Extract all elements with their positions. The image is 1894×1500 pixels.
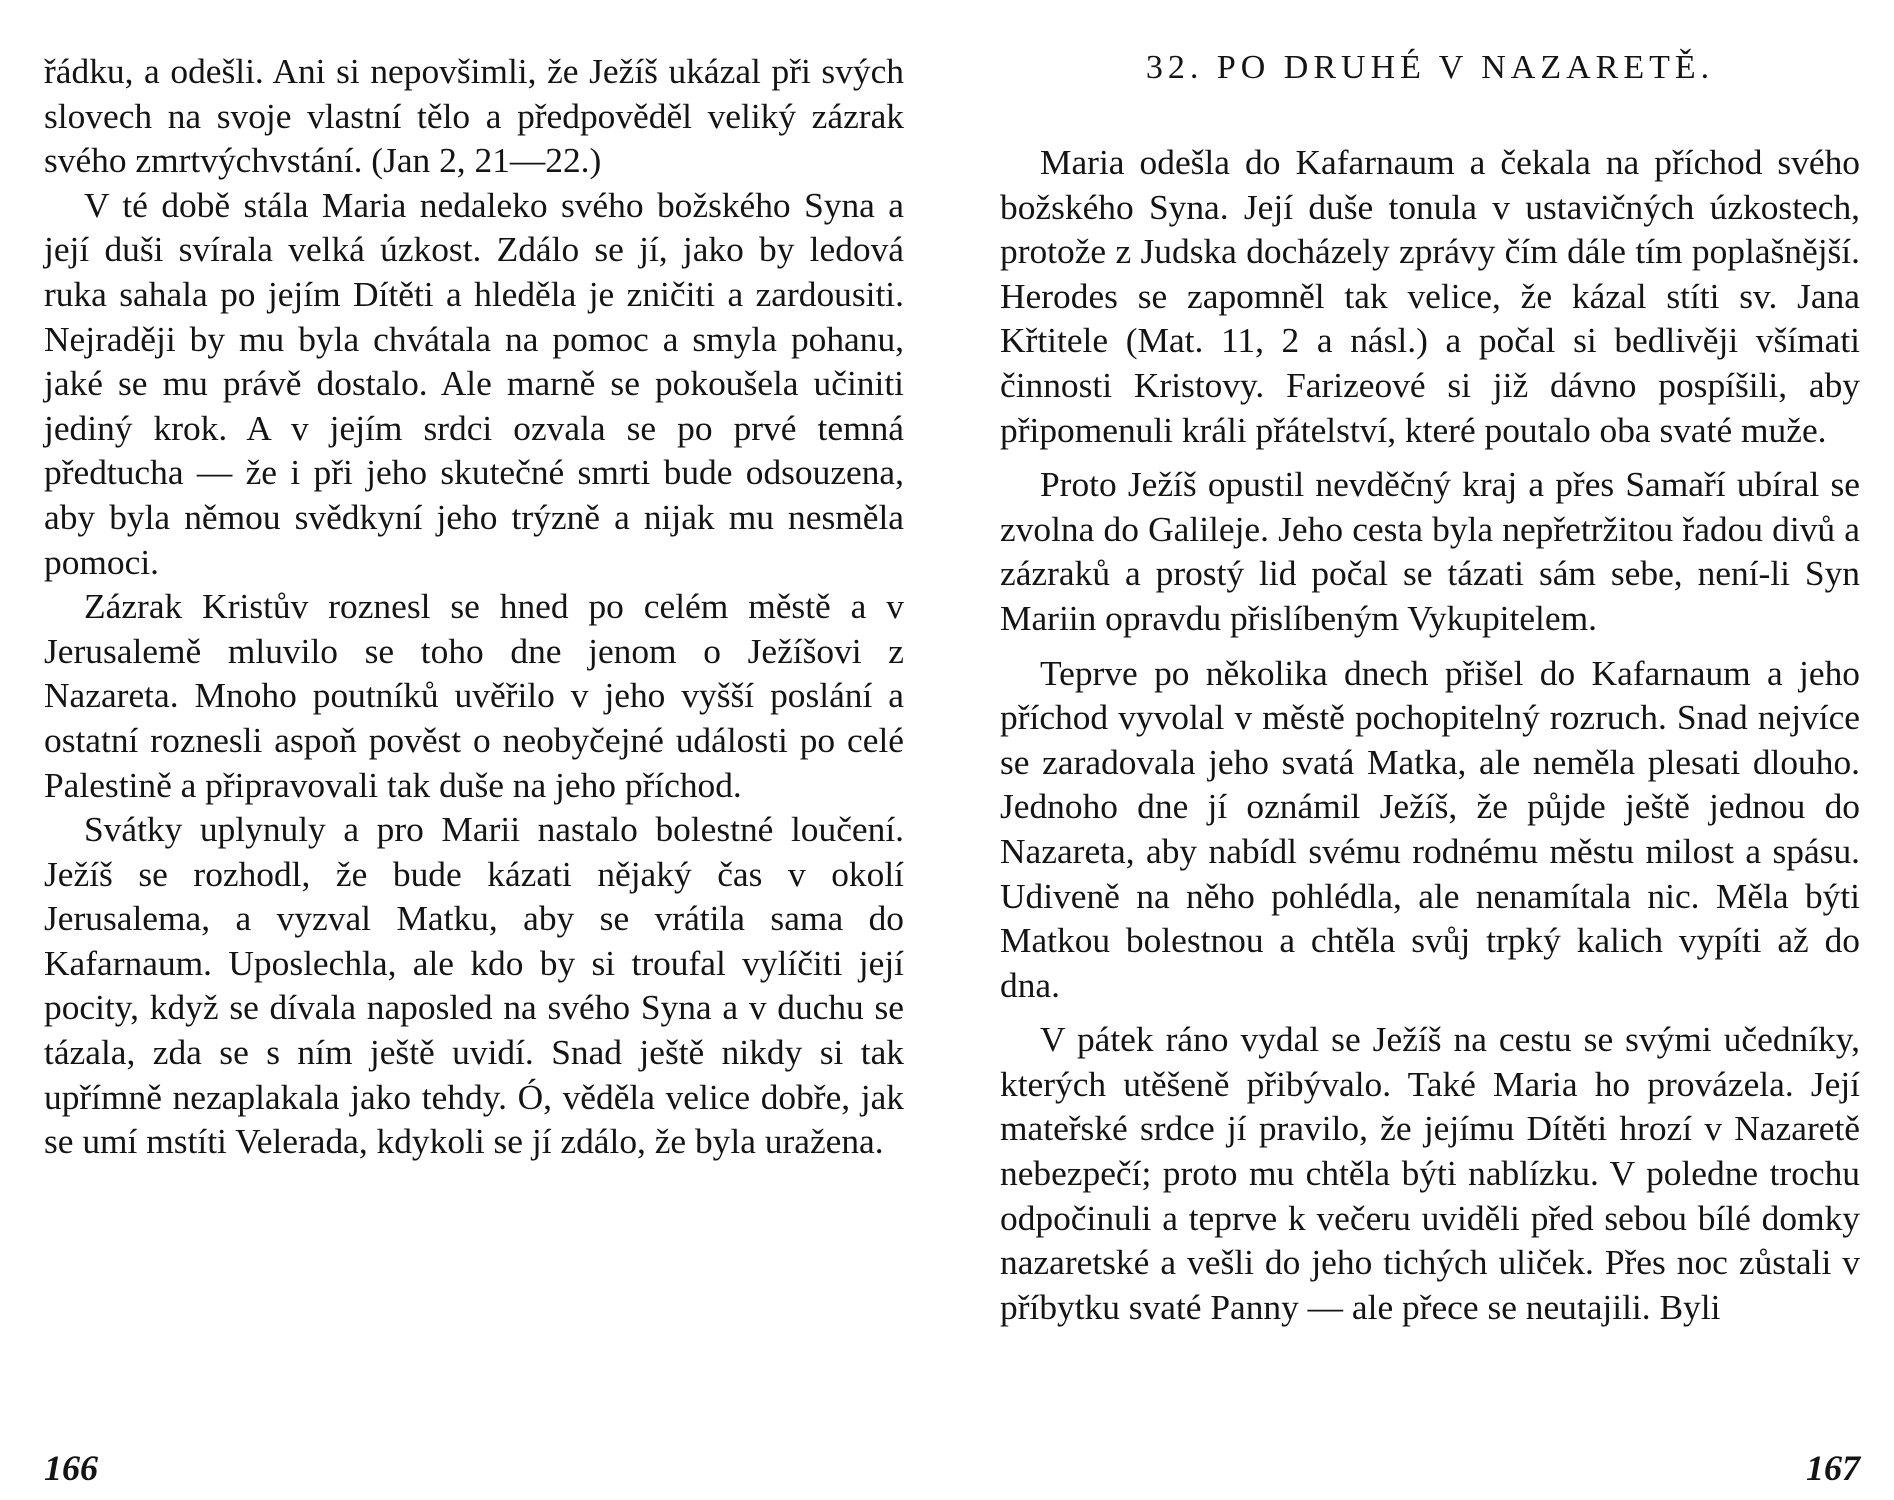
paragraph: Teprve po několika dnech přišel do Kafarnaum a jeho příchod vyvolal v městě pochopitelný rozruch. Snad nejvíce se zaradovala jeho svatá Matka, ale neměla plesati dlouho. Jednoho dne jí oznámil Ježíš, že půjde ještě jednou do Nazareta, aby nabídl svému rodnému městu milost a spásu. Udiveně na něho pohlédla, ale nenamítala nic. Měla býti Matkou bolestnou a chtěla svůj trpký kalich vypíti až do dna. (1000, 652, 1860, 1005)
paragraph: řádku, a odešli. Ani si nepovšimli, že Ježíš ukázal při svých slovech na svoje vlastní tělo a předpověděl veliký zázrak svého zmrtvýchvstání. (Jan 2, 21—22.) (44, 51, 904, 181)
paragraph: V té době stála Maria nedaleko svého božského Syna a její duši svírala velká úzkost. Zdálo se jí, jako by ledová ruka sahala po jejím Dítěti a hleděla je zničiti a zardousiti. Nejraději by mu byla chvátala na pomoc a smyla pohanu, jaké se mu právě dostalo. Ale marně se pokoušela učiniti jediný krok. A v jejím srdci ozvala se po prvé temná předtucha — že i při jeho skutečné smrti bude odsouzena, aby byla němou svědkyní jeho trýzně a nijak mu nesměla pomoci. (44, 184, 904, 582)
page-number-right: 167 (1806, 1448, 1860, 1488)
page-number-left: 166 (44, 1448, 98, 1488)
paragraph: Zázrak Kristův roznesl se hned po celém městě a v Jerusalemě mluvilo se toho dne jenom o Ježíšovi z Nazareta. Mnoho poutníků uvěřilo v jeho vyšší poslání a ostatní roznesli aspoň pověst o neobyčejné události po celé Palestině a připravovali tak duše na jeho příchod. (44, 586, 904, 805)
right-page-text (1000, 140, 1860, 1339)
paragraph: Proto Ježíš opustil nevděčný kraj a přes Samaří ubíral se zvolna do Galileje. Jeho cesta byla nepřetržitou řadou divů a zázraků a prostý lid počal se tázati sám sebe, není-li Syn Mariin opravdu přislíbeným Vykupitelem. (1000, 464, 1860, 638)
left-page-text (44, 49, 904, 1164)
paragraph: Maria odešla do Kafarnaum a čekala na příchod svého božského Syna. Její duše tonula v ustavičných úzkostech, protože z Judska docházely zprávy čím dále tím poplašnější. Herodes se zapomněl tak velice, že kázal stíti sv. Jana Křtitele (Mat. 11, 2 a násl.) a počal si bedlivěji všímati činnosti Kristovy. Farizeové si již dávno pospíšili, aby připomenuli králi přátelství, které poutalo oba svaté muže. (1000, 142, 1860, 450)
right-page (1000, 0, 1860, 1500)
left-page (44, 0, 904, 1500)
chapter-title: 32. PO DRUHÉ V NAZARETĚ. (1145, 49, 1715, 86)
paragraph: V pátek ráno vydal se Ježíš na cestu se svými učedníky, kterých utěšeně přibývalo. Také Maria ho provázela. Její mateřské srdce jí pravilo, že jejímu Dítěti hrozí v Nazaretě nebezpečí; proto mu chtěla býti nablízku. V poledne trochu odpočinuli a teprve k večeru uviděli před sebou bílé domky nazaretské a vešli do jeho tichých uliček. Přes noc zůstali v příbytku svaté Panny — ale přece se neutajili. Byli (1000, 1019, 1860, 1327)
paragraph: Svátky uplynuly a pro Marii nastalo bolestné loučení. Ježíš se rozhodl, že bude kázati nějaký čas v okolí Jerusalema, a vyzval Matku, aby se vrátila sama do Kafarnaum. Uposlechla, ale kdo by si troufal vylíčiti její pocity, když se dívala naposled na svého Syna a v duchu se tázala, zda se s ním ještě uvidí. Snad ještě nikdy si tak upřímně nezaplakala jako tehdy. Ó, věděla velice dobře, jak se umí mstíti Velerada, kdykoli se jí zdálo, že byla uražena. (44, 809, 904, 1162)
